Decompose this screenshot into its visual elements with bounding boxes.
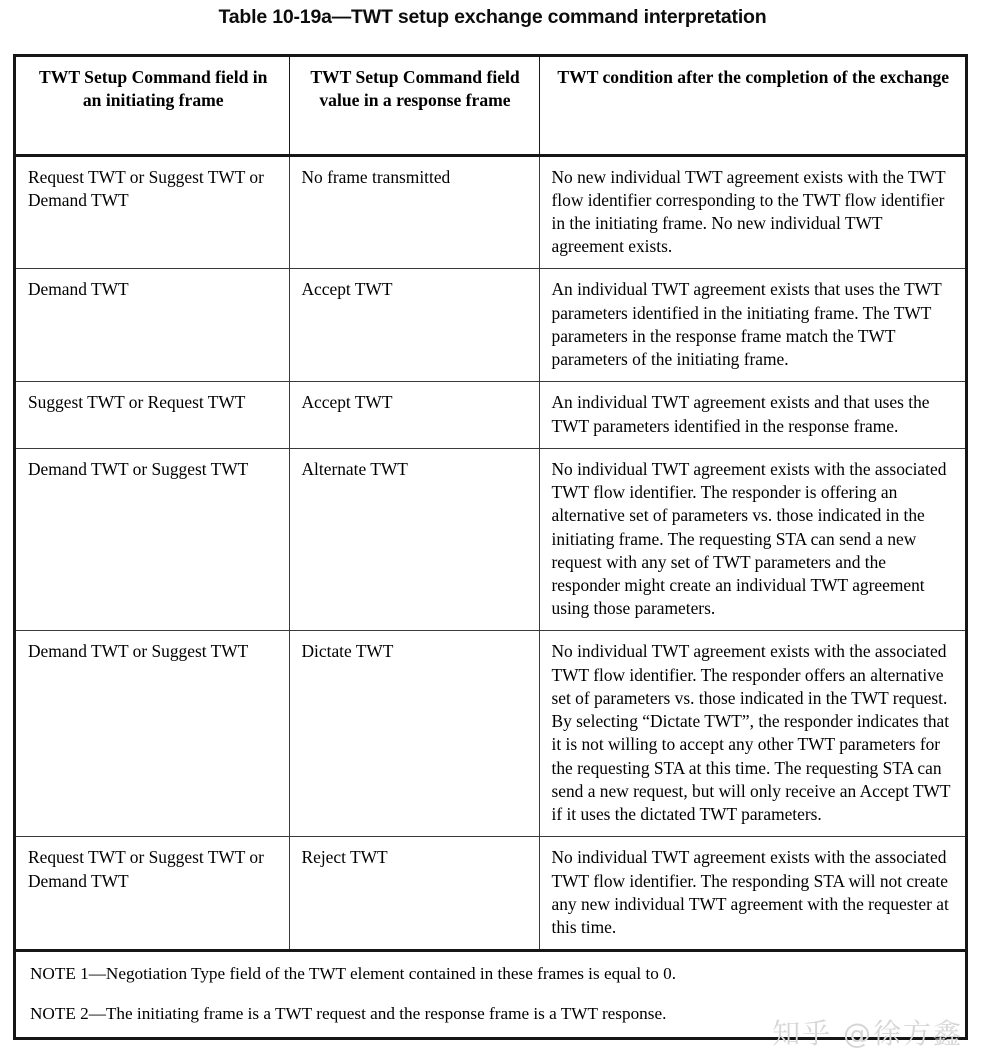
cell-initiating-frame: Request TWT or Suggest TWT or Demand TWT (16, 837, 289, 951)
table-row (16, 269, 965, 382)
column-header-twt-condition: TWT condition after the completion of the exchange (539, 57, 965, 155)
page-title: Table 10-19a—TWT setup exchange command interpretation (218, 6, 767, 28)
cell-response-frame: Accept TWT (289, 269, 539, 382)
note-2: NOTE 2—The initiating frame is a TWT request and the response frame is a TWT response. (30, 1003, 667, 1023)
table-header-row (16, 57, 965, 155)
cell-response-frame: No frame transmitted (289, 155, 539, 269)
cell-initiating-frame: Demand TWT or Suggest TWT (16, 631, 289, 837)
twt-setup-command-table (16, 57, 965, 1037)
cell-initiating-frame: Demand TWT or Suggest TWT (16, 448, 289, 631)
cell-twt-condition: No individual TWT agreement exists with the associated TWT flow identifier. The responder is offering an alternative set of parameters vs. those indicated in the initiating frame. The requesting STA can send a new request with any set of TWT parameters and the responder might create an individual TWT agreement using those parameters. (539, 448, 965, 631)
table-notes-row (16, 951, 965, 1037)
cell-initiating-frame: Request TWT or Suggest TWT or Demand TWT (16, 155, 289, 269)
cell-twt-condition: An individual TWT agreement exists and that uses the TWT parameters identified in the response frame. (539, 382, 965, 448)
cell-twt-condition: No new individual TWT agreement exists with the TWT flow identifier corresponding to the TWT flow identifier in the initiating frame. No new individual TWT agreement exists. (539, 155, 965, 269)
zhihu-watermark: 知乎 @徐方鑫 (772, 1017, 963, 1050)
table-row (16, 155, 965, 269)
table-row (16, 382, 965, 448)
column-header-initiating-frame: TWT Setup Command field in an initiating frame (16, 57, 289, 155)
table-row (16, 448, 965, 631)
cell-initiating-frame: Demand TWT (16, 269, 289, 382)
cell-initiating-frame: Suggest TWT or Request TWT (16, 382, 289, 448)
cell-twt-condition: No individual TWT agreement exists with the associated TWT flow identifier. The responding STA will not create any new individual TWT agreement with the requester at this time. (539, 837, 965, 951)
note-1: NOTE 1—Negotiation Type field of the TWT element contained in these frames is equal to 0. (30, 964, 677, 984)
cell-response-frame: Dictate TWT (289, 631, 539, 837)
column-header-response-frame: TWT Setup Command field value in a response frame (289, 57, 539, 155)
table-notes-cell (16, 951, 965, 1037)
table-row (16, 837, 965, 951)
spec-table-container (13, 54, 968, 1040)
cell-response-frame: Alternate TWT (289, 448, 539, 631)
table-body (16, 155, 965, 1037)
cell-response-frame: Accept TWT (289, 382, 539, 448)
table-header (16, 57, 965, 155)
table-row (16, 631, 965, 837)
cell-response-frame: Reject TWT (289, 837, 539, 951)
cell-twt-condition: No individual TWT agreement exists with the associated TWT flow identifier. The responder offers an alternative set of parameters vs. those indicated in the TWT request. By selecting “Dictate TWT”, the responder indicates that it is not willing to accept any other TWT parameters for the requesting STA at this time. The requesting STA can send a new request, but will only receive an Accept TWT if it uses the dictated TWT parameters. (539, 631, 965, 837)
cell-twt-condition: An individual TWT agreement exists that uses the TWT parameters identified in the initiating frame. The TWT parameters in the response frame match the TWT parameters of the initiating frame. (539, 269, 965, 382)
